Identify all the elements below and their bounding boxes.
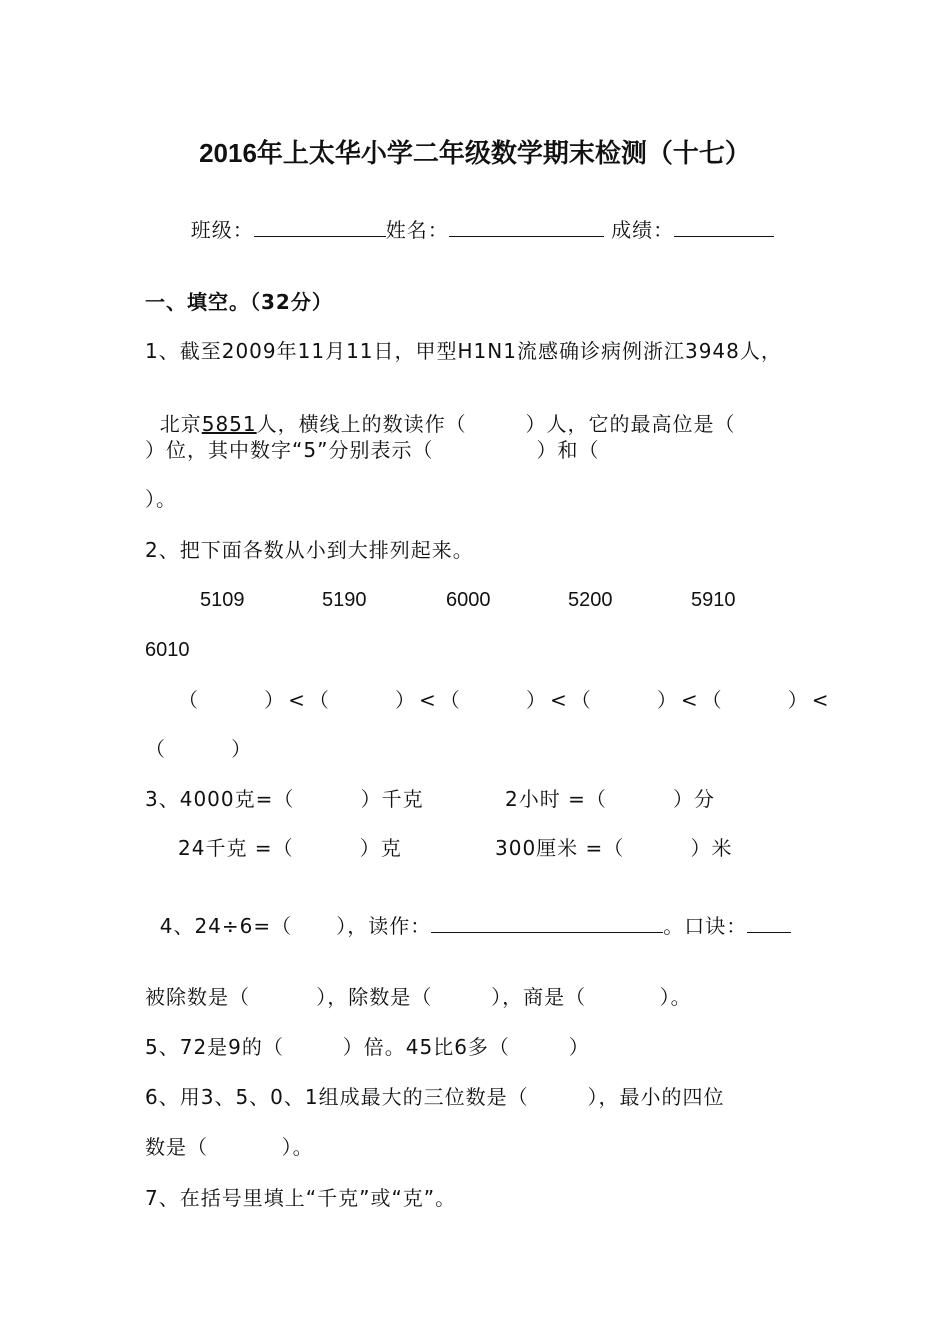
q2-line-1: 2、把下面各数从小到大排列起来。 bbox=[145, 538, 474, 562]
q6-line-1: 6、用3、5、0、1组成最大的三位数是（ ），最小的四位 bbox=[145, 1085, 725, 1109]
q1-underlined-number: 5851 bbox=[201, 412, 257, 436]
q2-number: 5910 bbox=[691, 589, 736, 611]
q5-line: 5、72是9的（ ）倍。45比6多（ ） bbox=[145, 1035, 590, 1059]
score-blank[interactable] bbox=[674, 214, 774, 237]
q3-line-1a: 3、4000克=（ ）千克 bbox=[145, 787, 424, 811]
q6-line-2: 数是（ ）。 bbox=[145, 1135, 314, 1159]
q2-number: 6010 bbox=[145, 639, 190, 661]
q2-number: 5109 bbox=[200, 589, 245, 611]
q2-order-line: （ ）<（ ）<（ ）<（ ）<（ ）< bbox=[178, 688, 833, 712]
q1-beijing: 北京 bbox=[159, 412, 202, 436]
q4-mnemonic-label: 。口诀： bbox=[663, 914, 748, 938]
q1-line-2-rest: 人，横线上的数读作（ ）人，它的最高位是（ bbox=[256, 412, 736, 436]
q1-line-1: 1、截至2009年11月11日，甲型H1N1流感确诊病例浙江3948人， bbox=[145, 339, 782, 363]
name-label: 姓名： bbox=[385, 218, 449, 242]
score-label: 成绩： bbox=[611, 218, 675, 242]
q4-expression: 4、24÷6=（ ），读作： bbox=[159, 914, 432, 938]
exam-title: 2016年上太华小学二年级数学期末检测（十七） bbox=[199, 138, 751, 168]
section-1-heading: 一、填空。（32分） bbox=[145, 290, 333, 314]
student-info-row bbox=[176, 190, 774, 242]
class-label: 班级： bbox=[190, 218, 254, 242]
q2-number: 6000 bbox=[446, 589, 491, 611]
q3-line-2b: 300厘米 =（ ）米 bbox=[495, 836, 733, 860]
q3-line-2a: 24千克 =（ ）克 bbox=[178, 836, 402, 860]
q2-number: 5200 bbox=[568, 589, 613, 611]
q2-order-line-2: （ ） bbox=[145, 737, 256, 761]
q4-mnemonic-blank[interactable] bbox=[747, 910, 791, 933]
class-blank[interactable] bbox=[254, 214, 386, 237]
q4-line-1 bbox=[145, 886, 791, 938]
q1-line-2 bbox=[145, 388, 735, 436]
q3-line-1b: 2小时 =（ ）分 bbox=[505, 787, 716, 811]
q1-line-4: ）。 bbox=[145, 487, 177, 511]
name-blank[interactable] bbox=[449, 214, 604, 237]
q7-line: 7、在括号里填上“千克”或“克”。 bbox=[145, 1186, 457, 1210]
q4-read-blank[interactable] bbox=[431, 910, 663, 933]
q4-line-2: 被除数是（ ），除数是（ ），商是（ ）。 bbox=[145, 985, 692, 1009]
q2-number: 5190 bbox=[322, 589, 367, 611]
q1-line-3: ）位，其中数字“5”分别表示（ ）和（ bbox=[145, 438, 600, 462]
